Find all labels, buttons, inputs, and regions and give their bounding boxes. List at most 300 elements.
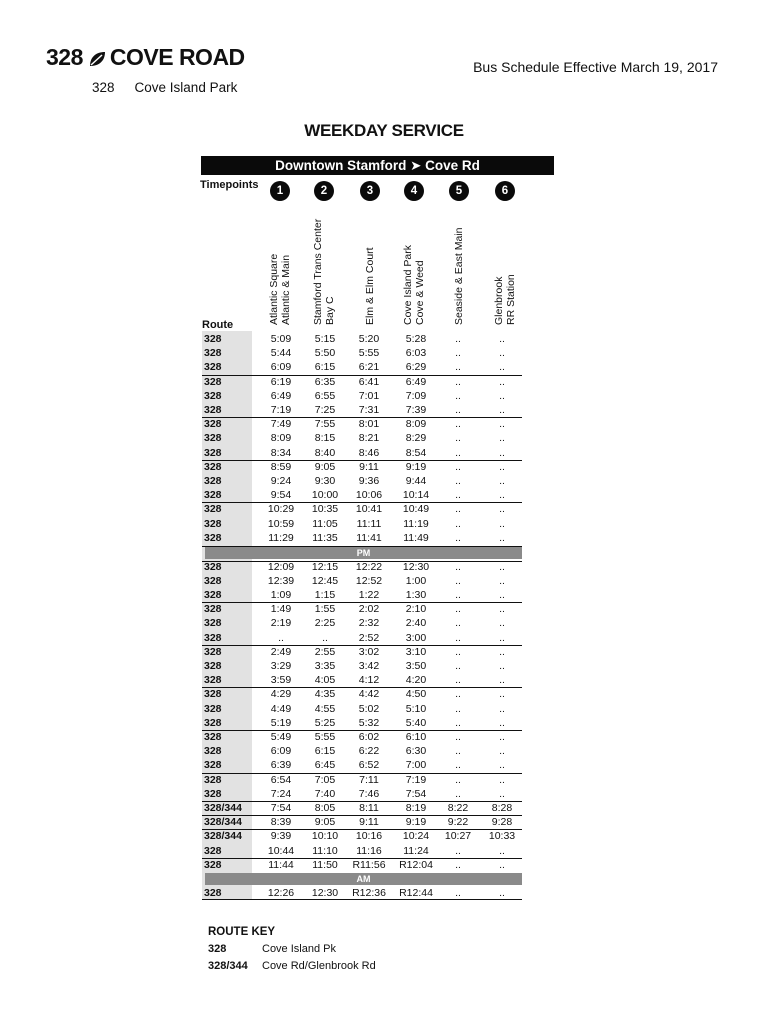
route-key-item: [208, 960, 376, 972]
route-cell: 328: [204, 688, 222, 701]
time-cell: 9:11: [359, 460, 379, 473]
time-cell: 4:20: [405, 674, 427, 687]
time-cell: 7:40: [314, 787, 336, 800]
route-cell: 328/344: [204, 830, 242, 843]
time-cell: 11:24: [403, 844, 429, 857]
time-cell: 6:39: [270, 759, 292, 772]
time-cell: ..: [455, 460, 461, 473]
time-cell: 5:32: [358, 716, 380, 729]
time-cell: 7:39: [405, 404, 427, 416]
time-cell: 11:11: [356, 517, 382, 530]
route-key-code: 328: [208, 943, 227, 955]
time-cell: 10:27: [444, 830, 472, 843]
time-cell: 9:24: [270, 475, 292, 487]
row-divider: [202, 899, 522, 900]
time-cell: 7:49: [270, 418, 292, 431]
time-cell: 5:09: [270, 333, 292, 345]
route-cell: 328: [204, 503, 222, 516]
stop-name-1-line2: Atlantic & Main: [280, 254, 292, 325]
time-cell: ..: [455, 603, 461, 616]
time-cell: 6:49: [405, 375, 427, 388]
time-cell: ..: [455, 645, 461, 658]
time-cell: 6:49: [270, 389, 292, 402]
time-cell: ..: [278, 631, 284, 644]
time-cell: ..: [499, 787, 505, 800]
route-cell: 328: [204, 361, 222, 374]
time-cell: 11:35: [312, 531, 338, 544]
time-cell: ..: [499, 517, 505, 530]
time-cell: ..: [455, 702, 461, 715]
time-cell: ..: [455, 886, 461, 899]
time-cell: 8:29: [405, 432, 427, 445]
timepoint-3: 3: [360, 181, 380, 201]
time-cell: 10:00: [311, 489, 339, 502]
time-cell: 9:30: [314, 475, 336, 487]
time-cell: ..: [499, 460, 505, 473]
time-cell: ..: [499, 745, 505, 758]
time-cell: ..: [499, 645, 505, 658]
time-cell: ..: [499, 333, 505, 345]
time-cell: 4:49: [270, 702, 292, 715]
time-cell: ..: [455, 489, 461, 502]
time-cell: 3:29: [270, 659, 292, 672]
route-cell: 328: [204, 404, 222, 416]
time-cell: 1:55: [314, 603, 336, 616]
direction-bar: Downtown Stamford ➤ Cove Rd: [201, 156, 554, 175]
timepoints-label: Timepoints: [200, 179, 259, 191]
time-cell: 8:28: [491, 801, 513, 814]
time-cell: 5:50: [314, 347, 336, 360]
time-cell: 1:49: [270, 603, 292, 616]
time-cell: ..: [499, 446, 505, 459]
time-cell: 7:25: [314, 404, 336, 416]
route-cell: 328: [204, 631, 222, 644]
time-cell: ..: [499, 389, 505, 402]
route-cell: 328: [204, 759, 222, 772]
time-cell: 6:19: [270, 375, 292, 388]
time-cell: 11:49: [403, 531, 429, 544]
time-cell: 11:05: [312, 517, 338, 530]
time-cell: ..: [499, 418, 505, 431]
time-cell: 1:09: [270, 588, 292, 601]
timepoint-6: 6: [495, 181, 515, 201]
time-cell: ..: [499, 404, 505, 416]
time-cell: 6:21: [358, 361, 380, 374]
time-cell: ..: [455, 659, 461, 672]
time-cell: 9:19: [405, 816, 427, 829]
time-cell: 6:03: [405, 347, 427, 360]
time-cell: 3:59: [270, 674, 292, 687]
time-cell: 3:10: [405, 645, 427, 658]
route-cell: 328: [204, 674, 222, 687]
time-cell: ..: [499, 759, 505, 772]
time-cell: ..: [499, 503, 505, 516]
timepoint-5: 5: [449, 181, 469, 201]
route-header: Route: [202, 319, 234, 331]
route-cell: 328: [204, 446, 222, 459]
time-cell: 12:30: [402, 560, 430, 573]
time-cell: 6:41: [358, 375, 380, 388]
time-cell: 5:02: [358, 702, 380, 715]
time-cell: 7:19: [405, 773, 427, 786]
route-key-desc: Cove Rd/Glenbrook Rd: [262, 960, 376, 972]
time-cell: 5:44: [270, 347, 292, 360]
time-cell: ..: [455, 404, 461, 416]
time-cell: 6:52: [358, 759, 380, 772]
route-cell: 328: [204, 333, 222, 345]
route-cell: 328: [204, 787, 222, 800]
route-cell: 328: [204, 375, 222, 388]
service-title: WEEKDAY SERVICE: [304, 121, 464, 140]
time-cell: ..: [499, 858, 505, 871]
time-cell: 12:26: [267, 886, 295, 899]
time-cell: 11:10: [312, 844, 338, 857]
time-cell: ..: [499, 475, 505, 487]
time-cell: 6:10: [405, 730, 427, 743]
route-key-title: ROUTE KEY: [208, 926, 276, 938]
time-cell: ..: [455, 347, 461, 360]
route-cell: 328: [204, 603, 222, 616]
time-cell: 8:19: [405, 801, 427, 814]
route-cell: 328: [204, 617, 222, 630]
time-cell: 9:44: [405, 475, 427, 487]
time-cell: 4:55: [314, 702, 336, 715]
route-cell: 328: [204, 574, 222, 587]
time-cell: 7:31: [358, 404, 380, 416]
time-cell: 8:01: [358, 418, 380, 431]
time-cell: 2:25: [314, 617, 336, 630]
time-cell: ..: [455, 446, 461, 459]
time-cell: 10:44: [267, 844, 295, 857]
route-cell: 328/344: [204, 816, 242, 829]
time-cell: 10:35: [311, 503, 339, 516]
time-cell: 5:55: [358, 347, 380, 360]
effective-date-value: March 19, 2017: [620, 59, 718, 75]
stop-name-4-line2: Cove & Weed: [414, 260, 426, 325]
time-cell: 3:50: [405, 659, 427, 672]
time-cell: 6:09: [270, 361, 292, 374]
time-cell: 7:01: [358, 389, 380, 402]
route-title: [46, 44, 245, 71]
time-cell: 7:05: [314, 773, 336, 786]
time-cell: 10:16: [355, 830, 383, 843]
time-cell: 12:15: [311, 560, 339, 573]
stop-name-4-line1: Cove Island Park: [402, 245, 414, 325]
sub-route-name: Cove Island Park: [134, 80, 238, 95]
timepoint-4: 4: [404, 181, 424, 201]
time-cell: ..: [499, 603, 505, 616]
time-cell: 5:19: [270, 716, 292, 729]
time-cell: 8:21: [358, 432, 380, 445]
time-cell: ..: [455, 432, 461, 445]
time-cell: 4:05: [314, 674, 336, 687]
time-cell: 2:32: [358, 617, 380, 630]
time-cell: ..: [455, 361, 461, 374]
time-cell: 7:19: [270, 404, 292, 416]
time-cell: 2:19: [270, 617, 292, 630]
time-cell: 3:35: [314, 659, 336, 672]
time-cell: 1:15: [314, 588, 336, 601]
time-cell: 9:22: [447, 816, 469, 829]
time-cell: ..: [499, 489, 505, 502]
time-cell: ..: [499, 531, 505, 544]
time-cell: ..: [455, 844, 461, 857]
time-cell: ..: [499, 659, 505, 672]
time-cell: ..: [455, 588, 461, 601]
time-cell: 10:29: [267, 503, 295, 516]
stop-name-5: [453, 228, 465, 325]
stop-name-2: [312, 219, 336, 325]
time-cell: 6:54: [270, 773, 292, 786]
time-cell: 7:54: [270, 801, 292, 814]
time-cell: ..: [499, 617, 505, 630]
time-cell: 9:39: [270, 830, 292, 843]
time-cell: 6:09: [270, 745, 292, 758]
stop-name-6: [493, 274, 517, 325]
time-cell: ..: [499, 702, 505, 715]
time-cell: ..: [455, 773, 461, 786]
time-cell: ..: [455, 475, 461, 487]
route-cell: 328: [204, 858, 222, 871]
time-cell: R12:44: [399, 886, 433, 899]
time-cell: 1:00: [405, 574, 427, 587]
time-cell: ..: [499, 574, 505, 587]
route-cell: 328: [204, 560, 222, 573]
time-cell: ..: [499, 886, 505, 899]
time-cell: 8:40: [314, 446, 336, 459]
pm-band: PM: [205, 547, 522, 559]
time-cell: 8:22: [447, 801, 469, 814]
time-cell: 5:40: [405, 716, 427, 729]
time-cell: ..: [455, 631, 461, 644]
effective-label: Bus Schedule Effective: [473, 59, 617, 75]
time-cell: 5:15: [314, 333, 336, 345]
time-cell: 6:02: [358, 730, 380, 743]
time-cell: ..: [499, 716, 505, 729]
time-cell: ..: [455, 716, 461, 729]
leaf-icon: [87, 48, 107, 68]
route-number: 328: [46, 44, 83, 70]
route-cell: 328: [204, 475, 222, 487]
time-cell: ..: [455, 375, 461, 388]
time-cell: 6:22: [358, 745, 380, 758]
time-cell: 7:09: [405, 389, 427, 402]
route-cell: 328: [204, 886, 222, 899]
time-cell: ..: [499, 432, 505, 445]
route-cell: 328: [204, 730, 222, 743]
route-cell: 328: [204, 659, 222, 672]
time-cell: 7:54: [405, 787, 427, 800]
route-cell: 328: [204, 489, 222, 502]
time-cell: ..: [455, 503, 461, 516]
time-cell: 8:15: [314, 432, 336, 445]
route-cell: 328: [204, 531, 222, 544]
route-cell: 328: [204, 716, 222, 729]
time-cell: 4:12: [358, 674, 380, 687]
route-cell: 328: [204, 588, 222, 601]
time-cell: R11:56: [352, 858, 386, 871]
route-cell: 328: [204, 418, 222, 431]
time-cell: 4:50: [405, 688, 427, 701]
time-cell: 8:46: [358, 446, 380, 459]
route-name: COVE ROAD: [109, 44, 245, 70]
sub-route: [92, 80, 257, 95]
time-cell: ..: [499, 773, 505, 786]
time-cell: ..: [499, 631, 505, 644]
stop-name-2-line1: Stamford Trans Center: [312, 218, 324, 325]
time-cell: ..: [455, 333, 461, 345]
time-cell: 10:10: [311, 830, 339, 843]
stop-name-6-line1: Glenbrook: [493, 276, 505, 325]
route-cell: 328: [204, 460, 222, 473]
time-cell: 10:24: [402, 830, 430, 843]
route-cell: 328: [204, 347, 222, 360]
time-cell: 8:05: [314, 801, 336, 814]
time-cell: R12:04: [399, 858, 433, 871]
time-cell: 1:22: [358, 588, 380, 601]
time-cell: 5:25: [314, 716, 336, 729]
time-cell: 9:54: [270, 489, 292, 502]
time-cell: 2:10: [405, 603, 427, 616]
stop-name-3: [364, 247, 376, 325]
time-cell: 4:42: [358, 688, 380, 701]
time-cell: 2:02: [358, 603, 380, 616]
time-cell: 10:14: [402, 489, 430, 502]
stop-name-1: [268, 254, 292, 325]
time-cell: 6:15: [314, 361, 336, 374]
time-cell: 10:49: [402, 503, 430, 516]
time-cell: 9:19: [405, 460, 427, 473]
time-cell: ..: [499, 375, 505, 388]
time-cell: 2:55: [314, 645, 336, 658]
time-cell: 5:10: [405, 702, 427, 715]
time-cell: ..: [455, 531, 461, 544]
time-cell: 3:02: [358, 645, 380, 658]
time-cell: 7:11: [359, 773, 379, 786]
time-cell: 11:16: [356, 844, 382, 857]
time-cell: 6:45: [314, 759, 336, 772]
stop-name-2-line2: Bay C: [324, 296, 336, 325]
time-cell: ..: [455, 517, 461, 530]
time-cell: ..: [499, 347, 505, 360]
stop-name-6-line2: RR Station: [505, 274, 517, 325]
route-cell: 328: [204, 517, 222, 530]
time-cell: 3:00: [405, 631, 427, 644]
time-cell: 10:59: [267, 517, 295, 530]
time-cell: 8:34: [270, 446, 292, 459]
stop-name-5-line1: Seaside & East Main: [453, 227, 465, 325]
stop-name-4: [402, 245, 426, 325]
am-band: AM: [205, 873, 522, 885]
time-cell: 5:55: [314, 730, 336, 743]
time-cell: 11:29: [268, 531, 294, 544]
route-cell: 328: [204, 745, 222, 758]
time-cell: ..: [455, 787, 461, 800]
route-cell: 328: [204, 702, 222, 715]
timepoint-2: 2: [314, 181, 334, 201]
time-cell: ..: [499, 588, 505, 601]
time-cell: ..: [499, 688, 505, 701]
sub-route-number: 328: [92, 80, 115, 95]
time-cell: 5:20: [358, 333, 380, 345]
time-cell: 8:59: [270, 460, 292, 473]
stop-name-3-line1: Elm & Elm Court: [364, 247, 376, 325]
route-key-item: [208, 943, 336, 955]
time-cell: 9:05: [314, 816, 336, 829]
time-cell: 4:35: [314, 688, 336, 701]
time-cell: 7:00: [405, 759, 427, 772]
time-cell: 6:15: [314, 745, 336, 758]
time-cell: 12:22: [355, 560, 383, 573]
time-cell: ..: [455, 759, 461, 772]
time-cell: 7:55: [314, 418, 336, 431]
time-cell: 12:45: [311, 574, 339, 587]
time-cell: 4:29: [270, 688, 292, 701]
time-cell: ..: [455, 745, 461, 758]
time-cell: ..: [455, 617, 461, 630]
time-cell: 8:39: [270, 816, 292, 829]
time-cell: ..: [499, 844, 505, 857]
time-cell: 11:44: [268, 858, 294, 871]
time-cell: ..: [455, 574, 461, 587]
time-cell: 11:19: [403, 517, 429, 530]
route-cell: 328: [204, 432, 222, 445]
time-cell: ..: [322, 631, 328, 644]
time-cell: ..: [455, 858, 461, 871]
time-cell: 8:11: [359, 801, 379, 814]
time-cell: ..: [499, 560, 505, 573]
route-cell: 328: [204, 773, 222, 786]
time-cell: 12:30: [311, 886, 339, 899]
time-cell: 8:54: [405, 446, 427, 459]
time-cell: R12:36: [352, 886, 386, 899]
time-cell: 11:50: [312, 858, 338, 871]
time-cell: 12:09: [267, 560, 295, 573]
stop-name-1-line1: Atlantic Square: [268, 253, 280, 325]
time-cell: 5:49: [270, 730, 292, 743]
time-cell: 3:42: [358, 659, 380, 672]
time-cell: 6:55: [314, 389, 336, 402]
time-cell: 7:46: [358, 787, 380, 800]
timepoint-1: 1: [270, 181, 290, 201]
time-cell: ..: [455, 389, 461, 402]
time-cell: ..: [455, 730, 461, 743]
route-cell: 328: [204, 645, 222, 658]
time-cell: 10:06: [355, 489, 383, 502]
time-cell: 1:30: [405, 588, 427, 601]
route-key-code: 328/344: [208, 960, 248, 972]
time-cell: 10:41: [355, 503, 383, 516]
time-cell: 9:05: [314, 460, 336, 473]
time-cell: 6:30: [405, 745, 427, 758]
time-cell: 7:24: [270, 787, 292, 800]
route-cell: 328: [204, 389, 222, 402]
time-cell: ..: [499, 730, 505, 743]
route-cell: 328/344: [204, 801, 242, 814]
time-cell: 10:33: [488, 830, 516, 843]
time-cell: 9:11: [359, 816, 379, 829]
time-cell: ..: [499, 674, 505, 687]
time-cell: 8:09: [405, 418, 427, 431]
time-cell: 9:28: [491, 816, 513, 829]
time-cell: ..: [455, 560, 461, 573]
time-cell: 6:29: [405, 361, 427, 374]
time-cell: 2:49: [270, 645, 292, 658]
time-cell: ..: [455, 418, 461, 431]
effective-date: [473, 59, 718, 75]
time-cell: 6:35: [314, 375, 336, 388]
time-cell: ..: [455, 688, 461, 701]
